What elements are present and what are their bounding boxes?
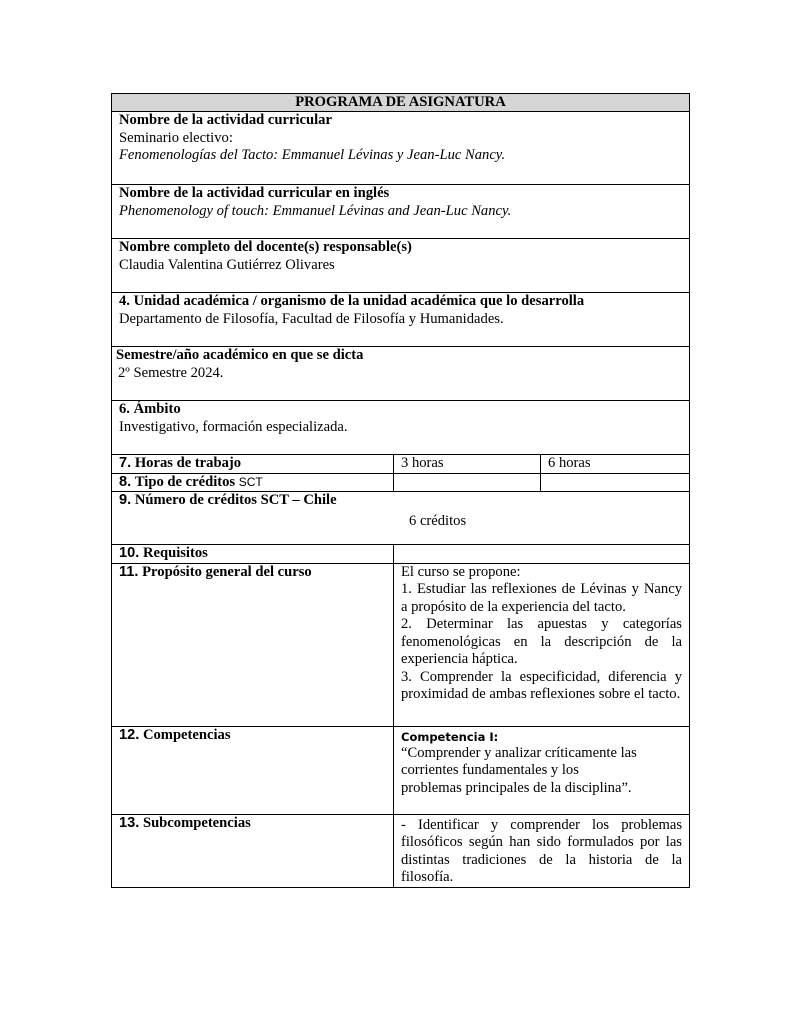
semester-label: Semestre/año académico en que se dicta (116, 347, 364, 363)
credit-type-empty-1 (394, 473, 541, 492)
section-semester (112, 347, 690, 401)
section-requirements (112, 545, 690, 564)
requirements-label: 10. Requisitos (112, 545, 394, 564)
work-hours-direct: 3 horas (394, 455, 541, 474)
course-program-table (111, 93, 690, 888)
purpose-value (394, 563, 690, 726)
section-competencies (112, 726, 690, 814)
course-title: Fenomenologías del Tacto: Emmanuel Lévinas y Jean-Luc Nancy. (119, 147, 506, 163)
section-credit-number (112, 492, 690, 545)
scope-label: 6. Ámbito (119, 401, 181, 417)
purpose-item-3: 3. Comprender la especificidad, diferencia y proximidad de ambas reflexiones sobre el tacto. (401, 668, 682, 702)
credit-number-label: 9. Número de créditos SCT – Chile (119, 492, 337, 508)
purpose-item-2: 2. Determinar las apuestas y categorías fenomenológicas en la descripción de la experiencia háptica. (401, 616, 682, 667)
course-type: Seminario electivo: (119, 129, 233, 146)
semester-value: 2º Semestre 2024. (118, 364, 224, 381)
purpose-intro: El curso se propone: (401, 563, 521, 580)
competency-heading: Competencia I: (401, 729, 499, 744)
competency-text: “Comprender y analizar críticamente las corrientes fundamentales y los problemas principales de la disciplina”. (401, 744, 637, 796)
subcompetencies-label: 13. Subcompetencias (112, 814, 394, 887)
section-teacher (112, 239, 690, 293)
header-row (112, 94, 690, 112)
credit-type-empty-2 (541, 473, 690, 492)
teacher-name: Claudia Valentina Gutiérrez Olivares (119, 256, 335, 273)
scope-value: Investigativo, formación especializada. (119, 418, 348, 435)
course-name-label: Nombre de la actividad curricular (119, 112, 332, 128)
section-credit-type (112, 473, 690, 492)
academic-unit-value: Departamento de Filosofía, Facultad de Filosofía y Humanidades. (119, 310, 504, 327)
section-scope (112, 401, 690, 455)
subcompetencies-value: - Identificar y comprender los problemas filosóficos según han sido formulados por las distintas tradiciones de la historia de la filosofía. (394, 814, 690, 887)
credit-number-value: 6 créditos (409, 512, 467, 529)
work-hours-label: 7. Horas de trabajo (112, 455, 394, 474)
purpose-item-1: 1. Estudiar las reflexiones de Lévinas y Nancy a propósito de la experiencia del tacto. (401, 581, 682, 615)
english-name-label: Nombre de la actividad curricular en inglés (119, 185, 390, 201)
section-purpose (112, 563, 690, 726)
table-title: PROGRAMA DE ASIGNATURA (112, 94, 690, 112)
section-work-hours (112, 455, 690, 474)
section-course-name-english (112, 185, 690, 239)
academic-unit-label: 4. Unidad académica / organismo de la unidad académica que lo desarrolla (119, 293, 585, 309)
competencies-label: 12. Competencias (112, 726, 394, 814)
purpose-label: 11. Propósito general del curso (112, 563, 394, 726)
credit-type-label: 8. Tipo de créditos SCT (112, 473, 394, 492)
requirements-value (394, 545, 690, 564)
section-subcompetencies (112, 814, 690, 887)
teacher-label: Nombre completo del docente(s) responsable(s) (119, 239, 412, 255)
english-course-title: Phenomenology of touch: Emmanuel Lévinas and Jean-Luc Nancy. (119, 202, 512, 219)
competencies-value (394, 726, 690, 814)
section-academic-unit (112, 293, 690, 347)
section-course-name (112, 112, 690, 185)
work-hours-indirect: 6 horas (541, 455, 690, 474)
